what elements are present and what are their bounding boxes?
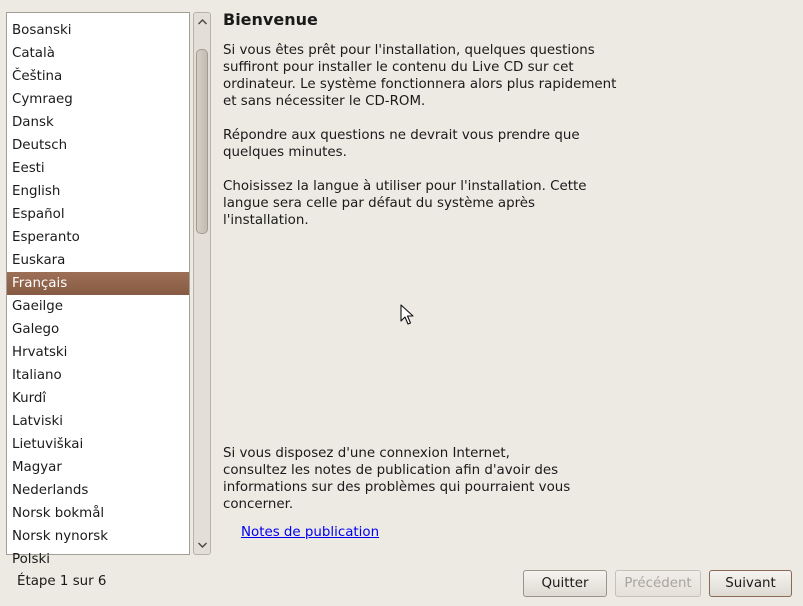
language-item[interactable]: Deutsch (12, 138, 68, 153)
step-indicator: Étape 1 sur 6 (17, 574, 107, 589)
choose-language-text: Choisissez la langue à utiliser pour l'installation. Cette langue sera celle par défaut du système après l'installation. (223, 179, 587, 228)
next-button[interactable]: Suivant (709, 570, 792, 597)
language-list-panel[interactable] (6, 12, 190, 567)
language-item[interactable]: Kurdî (12, 391, 47, 406)
intro-text: Si vous êtes prêt pour l'installation, quelques questions suffiront pour installer le contenu du Live CD sur cet ordinateur. Le système fonctionnera alors plus rapidement et sans nécessiter le CD-ROM. (223, 43, 617, 109)
language-item[interactable]: Norsk bokmål (12, 506, 105, 521)
language-item[interactable]: Català (12, 46, 55, 61)
language-item[interactable]: Galego (12, 322, 60, 337)
language-item[interactable]: Hrvatski (12, 345, 68, 360)
mouse-pointer-icon (400, 304, 414, 326)
language-item[interactable]: Bosanski (12, 23, 72, 38)
scroll-up-icon[interactable] (194, 14, 210, 30)
release-notes-link[interactable]: Notes de publication (241, 525, 380, 540)
scrollbar-thumb[interactable] (196, 49, 208, 234)
language-item[interactable]: Norsk nynorsk (12, 529, 109, 544)
internet-note-text: Si vous disposez d'une connexion Internet, consultez les notes de publication afin d'avoir des informations sur des problèmes qui pourraient vous concerner. (223, 446, 571, 512)
language-list-scrollbar[interactable] (193, 12, 211, 555)
language-item[interactable]: Dansk (12, 115, 54, 130)
language-item[interactable]: Euskara (12, 253, 66, 268)
quit-button[interactable]: Quitter (523, 570, 607, 597)
language-item[interactable]: Italiano (12, 368, 62, 383)
language-item[interactable]: Esperanto (12, 230, 80, 245)
time-note-text: Répondre aux questions ne devrait vous prendre que quelques minutes. (223, 128, 580, 160)
scroll-down-icon[interactable] (194, 537, 210, 553)
language-item[interactable]: Cymraeg (12, 92, 73, 107)
previous-button[interactable]: Précédent (615, 570, 701, 597)
language-item[interactable]: Eesti (12, 161, 45, 176)
language-list[interactable] (7, 19, 189, 571)
language-item[interactable]: Magyar (12, 460, 62, 475)
language-item[interactable]: Polski (12, 552, 50, 567)
language-item[interactable]: Français (7, 272, 189, 295)
language-item[interactable]: Nederlands (12, 483, 89, 498)
language-item[interactable]: Čeština (12, 69, 63, 84)
page-title: Bienvenue (223, 10, 318, 29)
language-item[interactable]: English (12, 184, 61, 199)
language-item[interactable]: Lietuviškai (12, 437, 84, 452)
language-item[interactable]: Gaeilge (12, 299, 63, 314)
language-item[interactable]: Español (12, 207, 65, 222)
language-item[interactable]: Latviski (12, 414, 64, 429)
